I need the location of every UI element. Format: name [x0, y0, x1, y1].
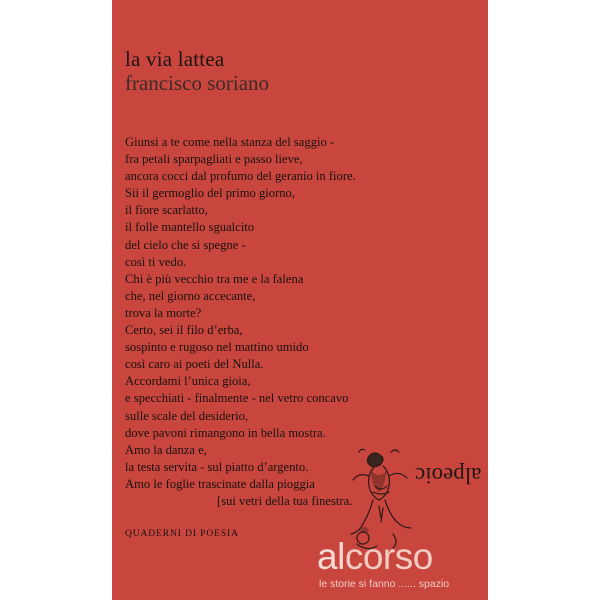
series-name: QUADERNI DI POESIA: [125, 529, 239, 539]
poem-line: ancora cocci dal profumo del geranio in fiore.: [125, 169, 356, 184]
poem-line: sulle scale del desiderio,: [125, 408, 249, 423]
poem-line: e specchiati - finalmente - nel vetro concavo: [125, 391, 349, 406]
poem-line: così caro ai poeti del Nulla.: [125, 357, 264, 372]
publisher-logo-suffix: corso: [344, 536, 433, 577]
poem-line: sospinto e rugoso nel mattino umido: [125, 340, 309, 355]
poem-line: trova la morte?: [125, 305, 202, 320]
publisher-tagline: le storie si fanno ...... spazio: [319, 578, 450, 590]
poem-line: [sui vetri della tua finestra.: [217, 493, 353, 508]
poem-line: il fiore scarlatto,: [125, 203, 208, 218]
poem-line: la testa servita - sul piatto d’argento.: [125, 459, 309, 474]
poem-line: Amo la danza e,: [125, 442, 207, 457]
publisher-logo-prefix: al: [317, 536, 345, 577]
book-title: la via lattea: [125, 47, 225, 71]
vertical-brand-text: alpeoic: [415, 463, 482, 488]
poem-line: fra petali sparpagliati e passo lieve,: [125, 152, 303, 167]
book-cover: [112, 0, 488, 600]
book-author: francisco soriano: [125, 71, 270, 95]
poem-line: Giunsi a te come nella stanza del saggio -: [125, 135, 335, 149]
publisher-logo: [317, 538, 433, 575]
poem-line: Certo, sei il filo d’erba,: [125, 323, 243, 338]
poem-line: Chi è più vecchio tra me e la falena: [125, 271, 304, 286]
poem-line: dove pavoni rimangono in bella mostra.: [125, 425, 326, 440]
poem-line: che, nel giorno accecante,: [125, 288, 256, 303]
poem-line: Sii il germoglio del primo giorno,: [125, 186, 296, 201]
poem-line: il folle mantello sgualcito: [125, 220, 255, 235]
poem-line: del cielo che si spegne -: [125, 237, 246, 252]
poem-line: Amo le foglie trascinate dalla pioggia: [125, 476, 315, 491]
poem-line: Accordami l’unica gioia,: [125, 374, 251, 389]
poem-line: così ti vedo.: [125, 254, 187, 269]
